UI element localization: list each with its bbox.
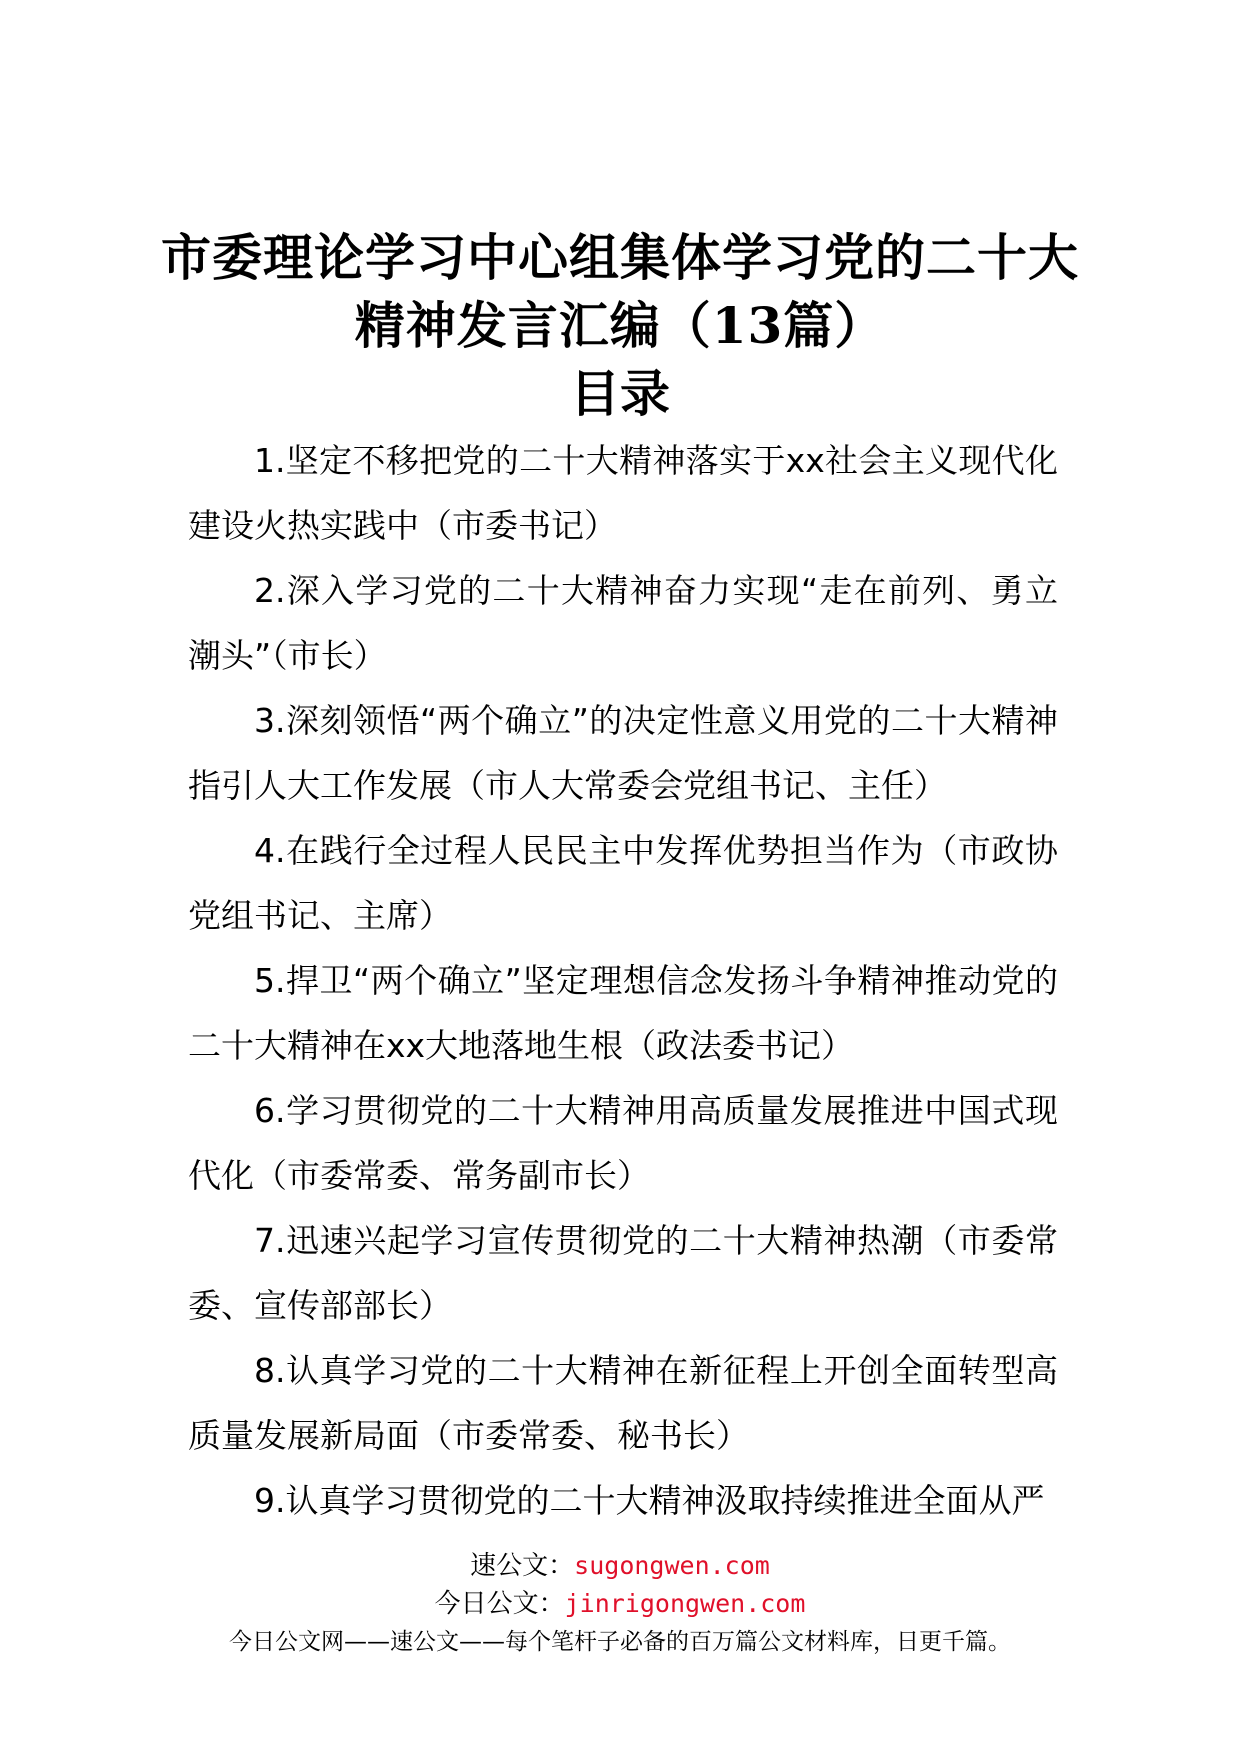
table-of-contents: [188, 428, 1058, 1533]
document-title-line-1: 市委理论学习中心组集体学习党的二十大: [161, 228, 1079, 287]
footer-label-sugongwen: 速公文：: [470, 1551, 575, 1581]
toc-item-6: 6.学习贯彻党的二十大精神用高质量发展推进中国式现代化（市委常委、常务副市长）: [188, 1091, 1058, 1195]
footer-link-jinrigongwen[interactable]: jinrigongwen.com: [564, 1589, 806, 1618]
toc-item-5: 5.捍卫“两个确立”坚定理想信念发扬斗争精神推动党的二十大精神在xx大地落地生根（政法委书记）: [188, 961, 1058, 1065]
toc-item-4: 4.在践行全过程人民民主中发挥优势担当作为（市政协党组书记、主席）: [188, 831, 1058, 935]
toc-item-8: 8.认真学习党的二十大精神在新征程上开创全面转型高质量发展新局面（市委常委、秘书长）: [188, 1351, 1058, 1455]
footer-line-jinrigongwen: [0, 1586, 1240, 1622]
footer-slogan: 今日公文网——速公文——每个笔杆子必备的百万篇公文材料库，日更千篇。: [229, 1629, 1011, 1655]
toc-item-3: 3.深刻领悟“两个确立”的决定性意义用党的二十大精神指引人大工作发展（市人大常委会党组书记、主任）: [188, 701, 1058, 805]
toc-item-9: 9.认真学习贯彻党的二十大精神汲取持续推进全面从严: [254, 1481, 1045, 1520]
document-title-line-2: 精神发言汇编（13篇）: [354, 296, 886, 355]
toc-item-2: 2.深入学习党的二十大精神奋力实现“走在前列、勇立潮头”（市长）: [188, 571, 1058, 675]
footer-line-sugongwen: [0, 1548, 1240, 1584]
toc-heading: 目录: [570, 364, 670, 423]
footer-link-sugongwen[interactable]: sugongwen.com: [574, 1551, 770, 1580]
toc-item-1: 1.坚定不移把党的二十大精神落实于xx社会主义现代化建设火热实践中（市委书记）: [188, 441, 1058, 545]
toc-item-7: 7.迅速兴起学习宣传贯彻党的二十大精神热潮（市委常委、宣传部部长）: [188, 1221, 1058, 1325]
footer-label-jinrigongwen: 今日公文：: [434, 1589, 565, 1619]
